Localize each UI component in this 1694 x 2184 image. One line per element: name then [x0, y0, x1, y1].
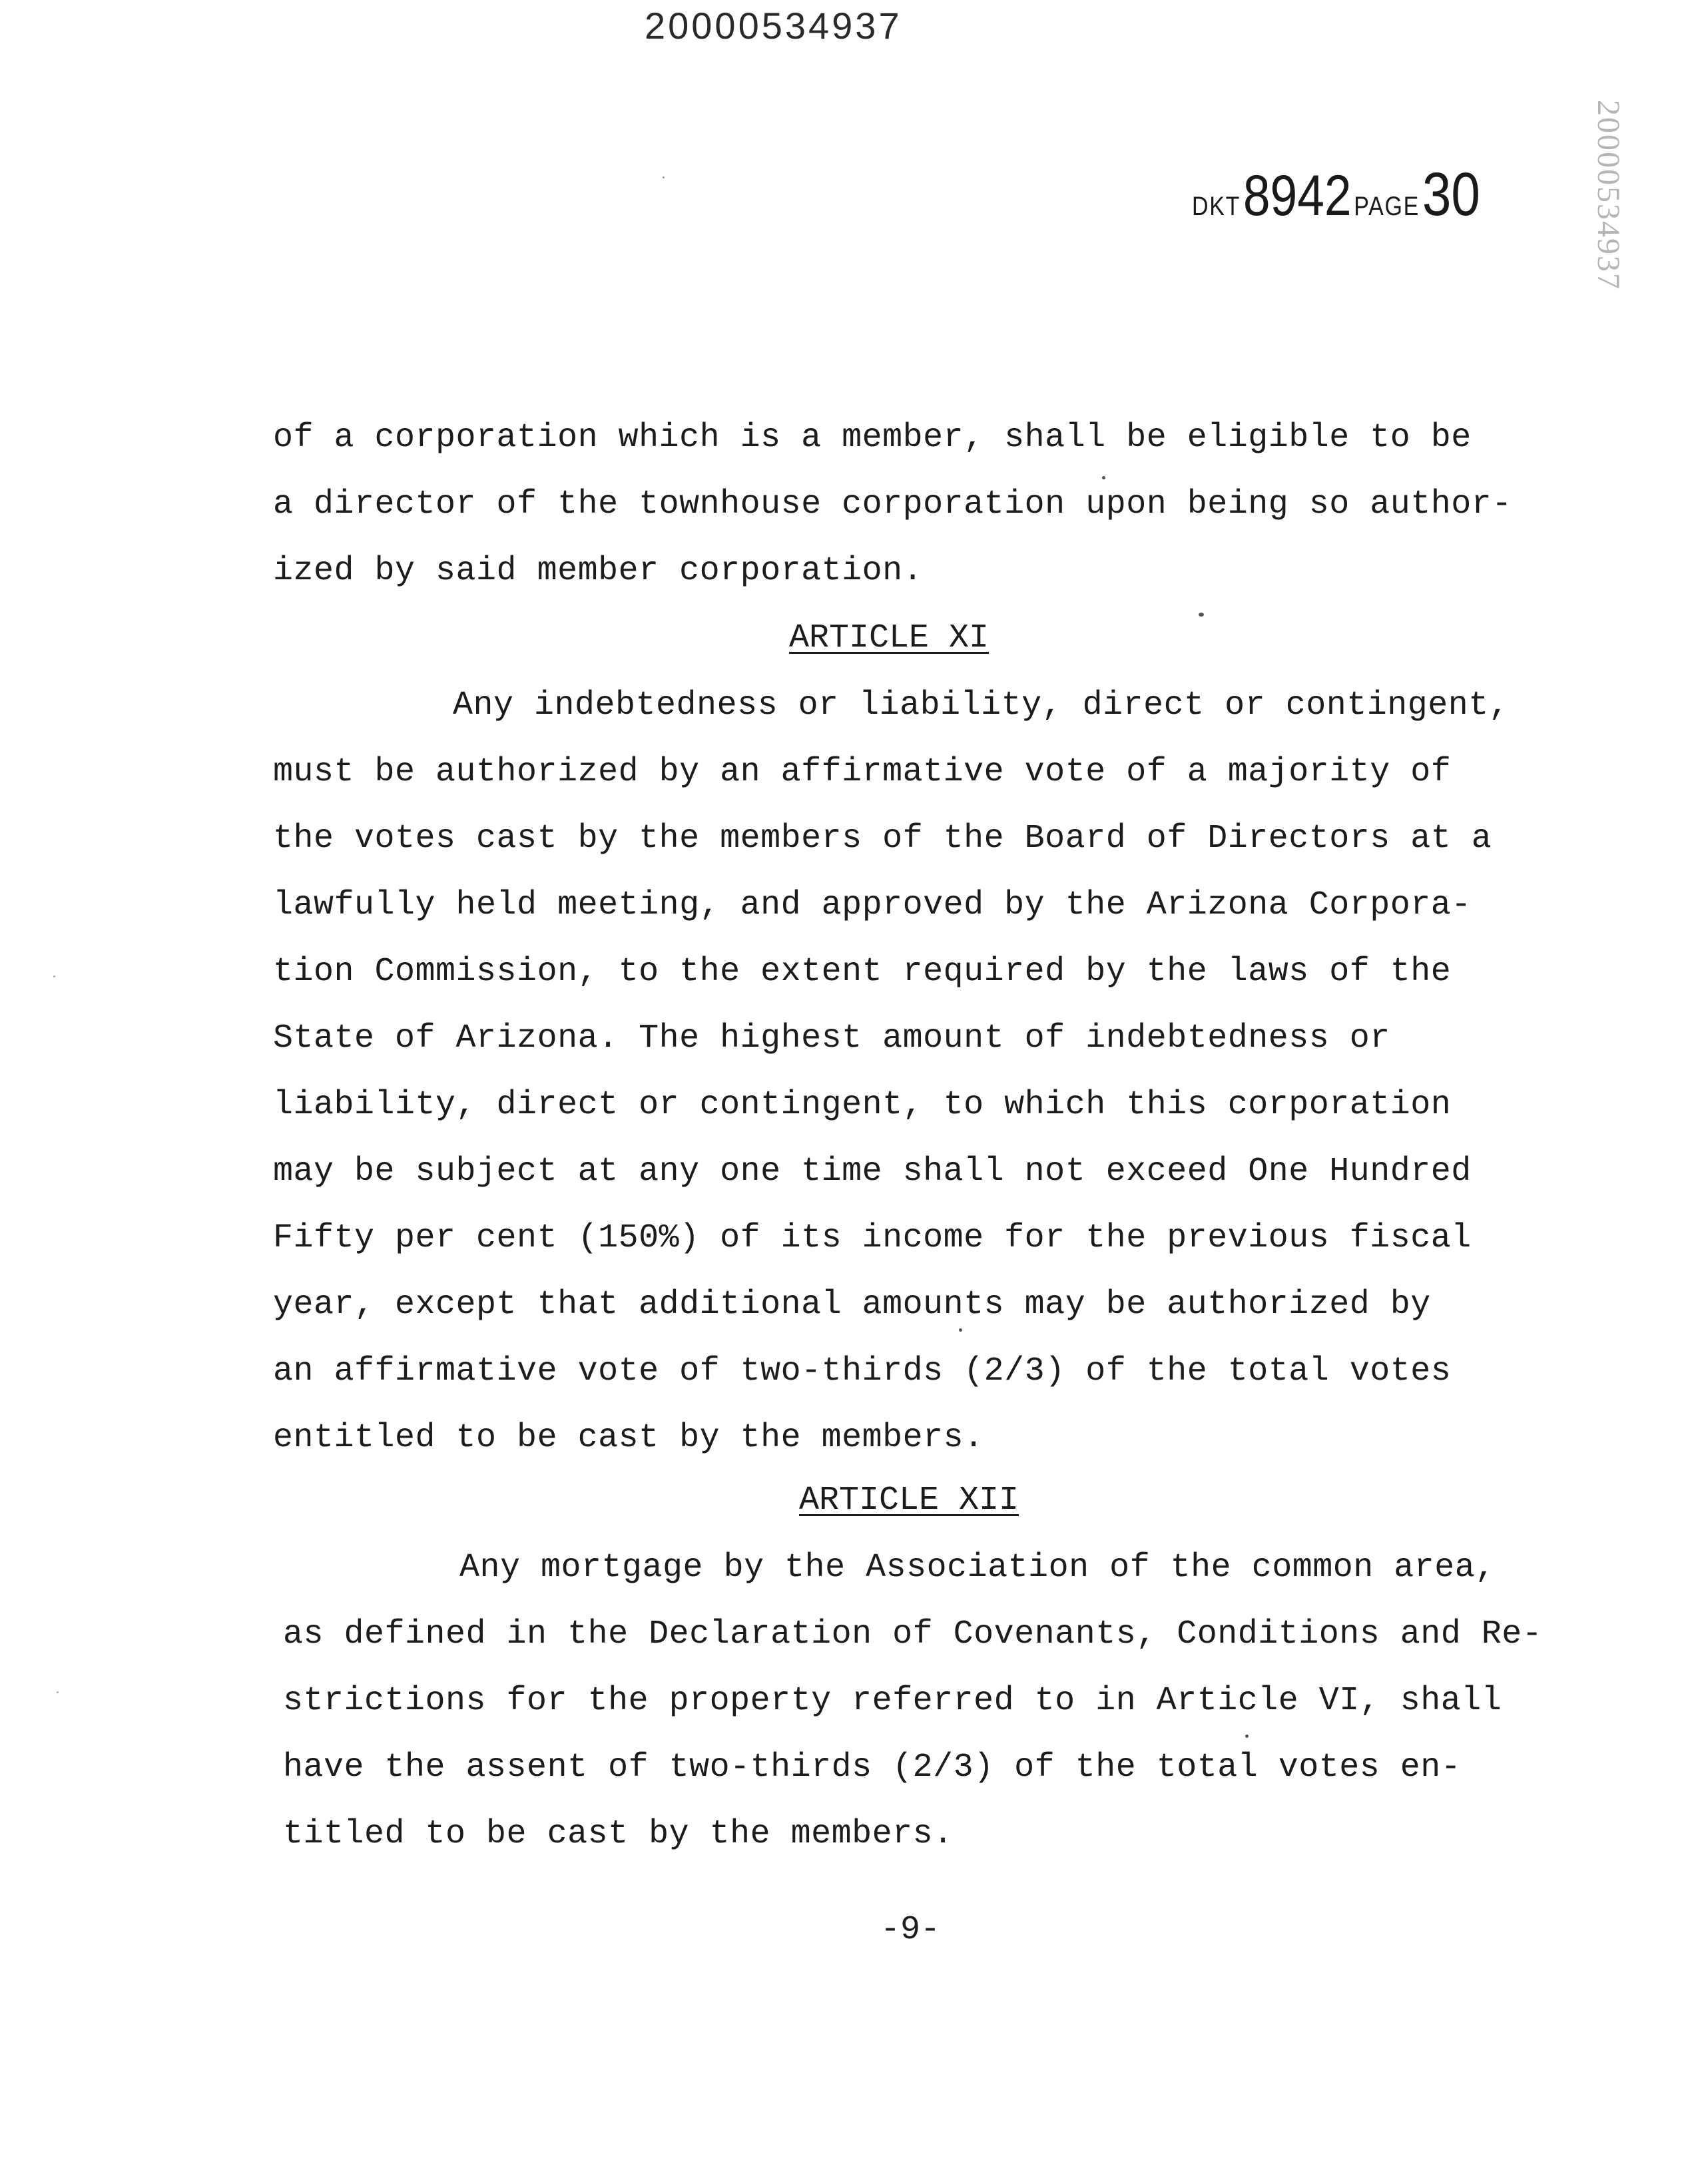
- text-line: tion Commission, to the extent required by the laws of the: [273, 953, 1452, 991]
- text-line: the votes cast by the members of the Board of Directors at a: [273, 820, 1492, 858]
- text-line: must be authorized by an affirmative vote of a majority of: [273, 753, 1452, 791]
- text-line: Fifty per cent (150%) of its income for the previous fiscal: [273, 1219, 1472, 1257]
- text-line: have the assent of two-thirds (2/3) of the total votes en-: [283, 1749, 1462, 1786]
- scan-speck: [1102, 476, 1105, 479]
- page-value: 30: [1422, 160, 1480, 228]
- scan-speck: [959, 1328, 962, 1332]
- scan-speck: [57, 1691, 59, 1693]
- text-line: State of Arizona. The highest amount of indebtedness or: [273, 1019, 1390, 1057]
- article-xi-heading: ARTICLE XI: [789, 619, 989, 657]
- scan-speck: [1245, 1735, 1249, 1738]
- text-line: a director of the townhouse corporation upon being so author-: [273, 485, 1512, 523]
- document-number: 20000534937: [645, 5, 902, 47]
- page-label: PAGE: [1354, 192, 1420, 221]
- text-line: year, except that additional amounts may be authorized by: [273, 1286, 1431, 1324]
- text-line: titled to be cast by the members.: [283, 1815, 954, 1853]
- docket-number: 8942: [1243, 164, 1352, 228]
- article-xii-heading: ARTICLE XII: [799, 1482, 1019, 1519]
- docket-stamp: [1192, 160, 1480, 230]
- text-line: Any indebtedness or liability, direct or contingent,: [453, 686, 1510, 724]
- text-line: liability, direct or contingent, to which this corporation: [273, 1086, 1452, 1124]
- text-line: lawfully held meeting, and approved by the Arizona Corpora-: [273, 886, 1472, 924]
- text-line: may be subject at any one time shall not exceed One Hundred: [273, 1153, 1472, 1191]
- scan-speck: [663, 176, 665, 178]
- text-line: Any mortgage by the Association of the common area,: [459, 1549, 1496, 1587]
- text-line: strictions for the property referred to in Article VI, shall: [283, 1682, 1502, 1720]
- docket-prefix: DKT: [1192, 192, 1241, 221]
- side-stamp: [1591, 100, 1641, 340]
- text-line: of a corporation which is a member, shall be eligible to be: [273, 419, 1472, 457]
- page-number: -9-: [880, 1911, 941, 1949]
- text-line: entitled to be cast by the members.: [273, 1419, 984, 1457]
- text-line: ized by said member corporation.: [273, 552, 924, 590]
- side-stamp-number: 20000534937: [1591, 100, 1626, 290]
- text-line: an affirmative vote of two-thirds (2/3) of the total votes: [273, 1352, 1452, 1390]
- scan-speck: [1199, 613, 1204, 617]
- text-line: as defined in the Declaration of Covenants, Conditions and Re-: [283, 1615, 1543, 1653]
- scan-speck: [53, 975, 55, 977]
